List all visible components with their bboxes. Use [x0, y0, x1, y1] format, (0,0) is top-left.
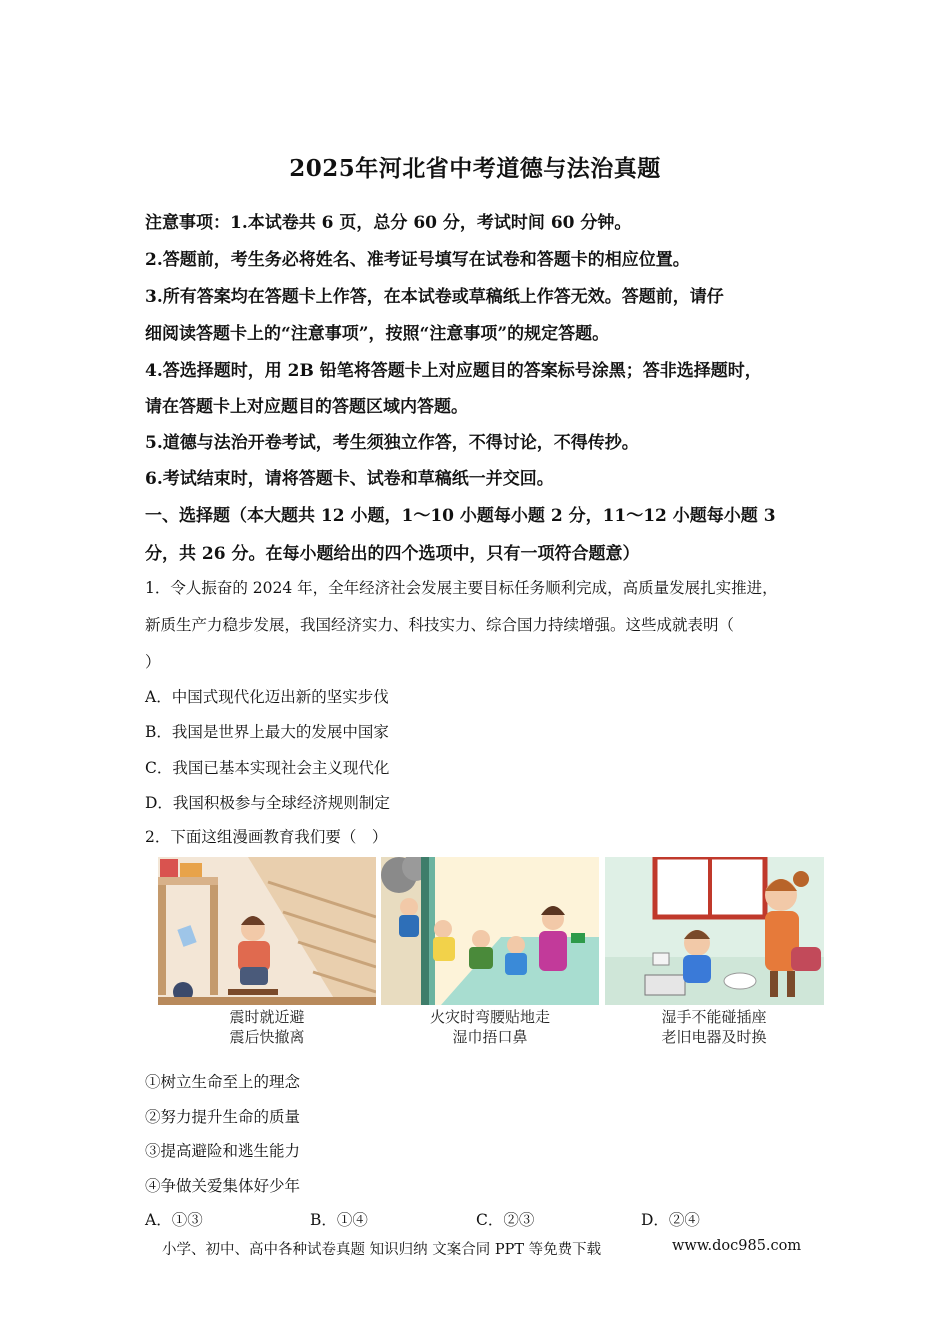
q1-stem-1: 1．令人振奋的 2024 年，全年经济社会发展主要目标任务顺利完成，高质量发展扎实推进， — [145, 579, 778, 597]
q1-option-d: D．我国积极参与全球经济规则制定 — [145, 794, 390, 812]
q1-option-a: A．中国式现代化迈出新的坚实步伐 — [145, 688, 389, 706]
q2-stem: 2．下面这组漫画教育我们要（ ） — [145, 828, 388, 846]
q2-option-a: A．①③ — [145, 1211, 203, 1229]
footer-url[interactable]: www.doc985.com — [672, 1238, 802, 1254]
q1-stem-3: ） — [145, 653, 161, 671]
comic-strip — [158, 857, 824, 1052]
q2-statement-1: ①树立生命至上的理念 — [145, 1073, 301, 1091]
page-title: 2025年河北省中考道德与法治真题 — [289, 155, 661, 182]
q2-statement-2: ②努力提升生命的质量 — [145, 1108, 301, 1126]
section-heading-1: 一、选择题（本大题共 12 小题，1～10 小题每小题 2 分，11～12 小题每小题 3 — [145, 506, 776, 526]
q1-option-b: B．我国是世界上最大的发展中国家 — [145, 723, 389, 741]
notice-line-1: 注意事项：1.本试卷共 6 页，总分 60 分，考试时间 60 分钟。 — [145, 213, 632, 233]
notice-line-6: 请在答题卡上对应题目的答题区域内答题。 — [145, 397, 468, 417]
notice-line-5: 4.答选择题时，用 2B 铅笔将答题卡上对应题目的答案标号涂黑；答非选择题时， — [145, 361, 762, 381]
comic-caption-3: 湿手不能碰插座 老旧电器及时换 — [661, 1008, 767, 1046]
q2-option-b: B．①④ — [310, 1211, 368, 1229]
footer-text: 小学、初中、高中各种试卷真题 知识归纳 文案合同 PPT 等免费下载 — [162, 1242, 602, 1258]
q1-option-c: C．我国已基本实现社会主义现代化 — [145, 759, 390, 777]
q1-stem-2: 新质生产力稳步发展，我国经济实力、科技实力、综合国力持续增强。这些成就表明（ — [145, 616, 735, 634]
notice-line-2: 2.答题前，考生务必将姓名、准考证号填写在试卷和答题卡的相应位置。 — [145, 250, 690, 270]
q2-option-d: D．②④ — [641, 1211, 700, 1229]
q2-statement-4: ④争做关爱集体好少年 — [145, 1177, 301, 1195]
notice-line-4: 细阅读答题卡上的“注意事项”，按照“注意事项”的规定答题。 — [145, 324, 610, 344]
notice-line-3: 3.所有答案均在答题卡上作答，在本试卷或草稿纸上作答无效。答题前，请仔 — [145, 287, 724, 307]
q2-option-c: C．②③ — [476, 1211, 535, 1229]
comic-panel-earthquake — [158, 857, 376, 1052]
comic-panel-electricity — [605, 857, 823, 1052]
section-heading-2: 分，共 26 分。在每小题给出的四个选项中，只有一项符合题意） — [145, 544, 640, 564]
comic-caption-1: 震时就近避 震后快撤离 — [229, 1008, 305, 1046]
comic-caption-2: 火灾时弯腰贴地走 湿巾捂口鼻 — [429, 1008, 550, 1046]
notice-line-8: 6.考试结束时，请将答题卡、试卷和草稿纸一并交回。 — [145, 469, 554, 489]
q2-statement-3: ③提高避险和逃生能力 — [145, 1142, 301, 1160]
notice-line-7: 5.道德与法治开卷考试，考生须独立作答，不得讨论，不得传抄。 — [145, 433, 639, 453]
comic-panel-fire — [381, 857, 599, 1052]
